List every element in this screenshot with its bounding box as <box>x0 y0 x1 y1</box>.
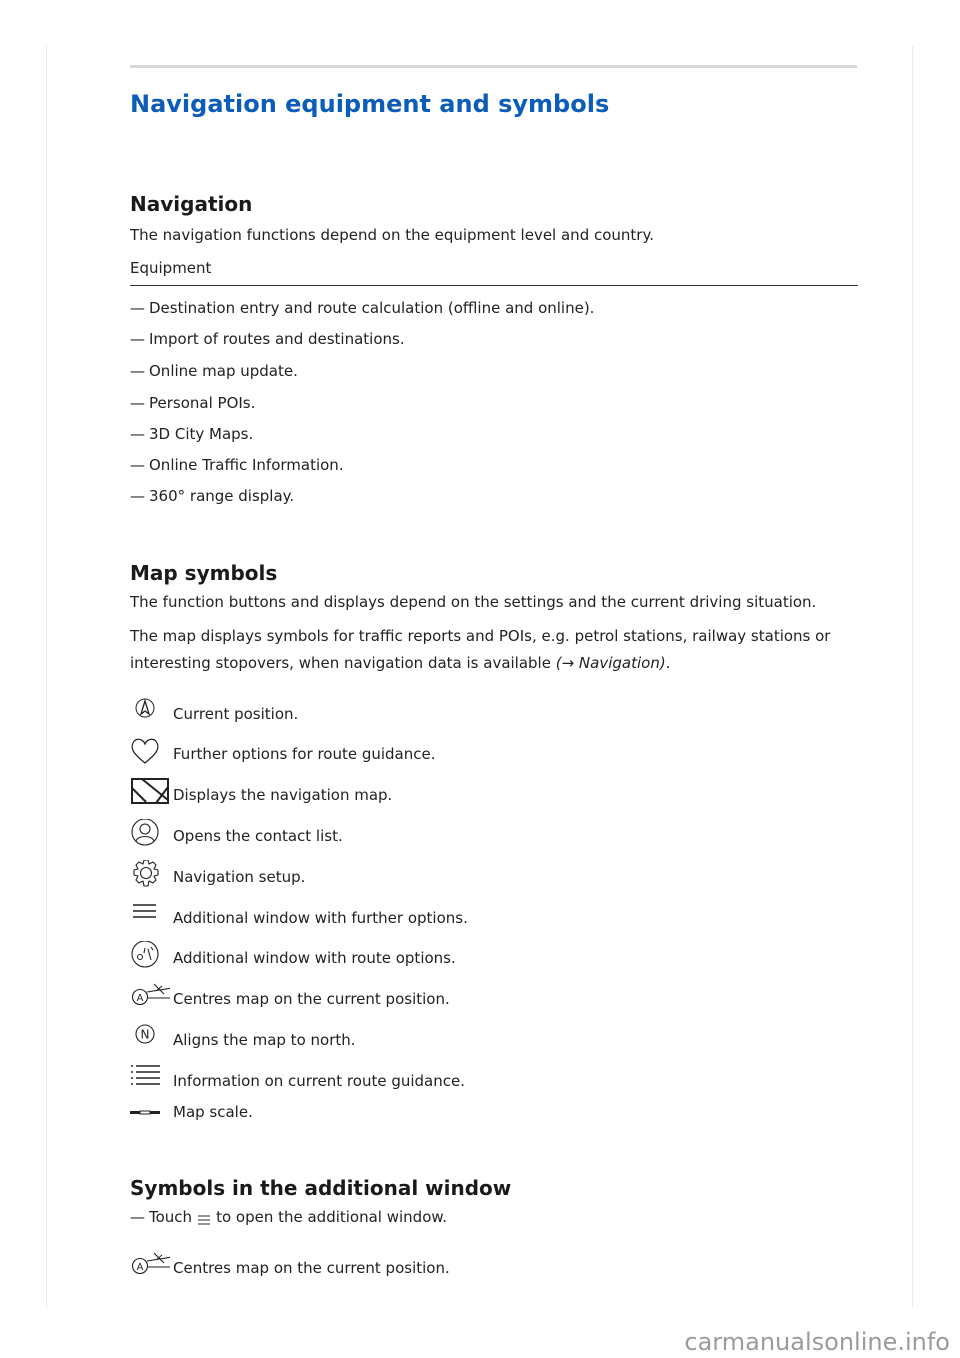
equipment-item: — Personal POIs. <box>130 394 256 412</box>
symbol-row <box>130 901 858 937</box>
equipment-item: — Online Traffic Information. <box>130 456 344 474</box>
symbol-text: Centres map on the current position. <box>173 1259 450 1277</box>
symbol-row <box>130 982 858 1018</box>
symbol-row <box>130 737 858 773</box>
equipment-label: Equipment <box>130 259 212 277</box>
equipment-item: — Online map update. <box>130 362 298 380</box>
left-margin-line <box>46 46 47 1308</box>
svg-text:N: N <box>140 1027 150 1042</box>
watermark: carmanualsonline.info <box>684 1328 950 1356</box>
map-symbols-para2-line1: The map displays symbols for traffic reports and POIs, e.g. petrol stations, railway stations or <box>130 627 831 645</box>
heart-icon <box>130 737 170 773</box>
navigation-intro: The navigation functions depend on the equipment level and country. <box>130 226 654 244</box>
center-map-icon <box>130 1251 170 1287</box>
map-icon <box>130 778 170 814</box>
symbol-row <box>130 1023 858 1059</box>
equipment-item: — 3D City Maps. <box>130 425 254 443</box>
route-options-icon <box>130 941 170 977</box>
symbol-text: Map scale. <box>173 1103 253 1121</box>
symbol-text: Information on current route guidance. <box>173 1072 465 1090</box>
svg-text:A: A <box>136 993 144 1004</box>
symbol-row <box>130 819 858 855</box>
current-position-icon <box>130 697 170 733</box>
contact-icon <box>130 819 170 855</box>
page-title: Navigation equipment and symbols <box>130 90 610 118</box>
symbol-row <box>130 1251 858 1287</box>
scale-icon <box>130 1095 170 1131</box>
equipment-item: — 360° range display. <box>130 487 295 505</box>
symbol-text: Navigation setup. <box>173 868 306 886</box>
symbol-text: Opens the contact list. <box>173 827 343 845</box>
symbol-row <box>130 778 858 814</box>
symbol-row <box>130 941 858 977</box>
symbol-row <box>130 1095 858 1131</box>
touch-instruction: — Touch to open the additional window. <box>130 1208 448 1226</box>
symbol-text: Current position. <box>173 705 299 723</box>
navigation-heading: Navigation <box>130 192 253 216</box>
symbol-text: Additional window with route options. <box>173 949 456 967</box>
navigation-cross-reference[interactable]: (→ Navigation) <box>555 654 666 672</box>
symbol-row <box>130 860 858 896</box>
symbol-text: Displays the navigation map. <box>173 786 393 804</box>
symbol-text: Centres map on the current position. <box>173 990 450 1008</box>
equipment-rule <box>130 285 858 286</box>
top-rule <box>130 65 857 68</box>
symbol-text: Aligns the map to north. <box>173 1031 356 1049</box>
right-margin-line <box>912 46 913 1308</box>
symbol-row <box>130 697 858 733</box>
svg-text:A: A <box>136 1262 144 1273</box>
north-icon <box>130 1023 170 1059</box>
map-symbols-para2-line2: interesting stopovers, when navigation data is available (→ Navigation). <box>130 654 671 672</box>
equipment-item: — Import of routes and destinations. <box>130 330 405 348</box>
center-map-icon <box>130 982 170 1018</box>
additional-window-heading: Symbols in the additional window <box>130 1176 512 1200</box>
map-symbols-para1: The function buttons and displays depend on the settings and the current driving situation. <box>130 593 817 611</box>
gear-icon <box>130 860 170 896</box>
map-symbols-heading: Map symbols <box>130 561 278 585</box>
menu-icon <box>196 1212 212 1224</box>
equipment-item: — Destination entry and route calculation (offline and online). <box>130 299 595 317</box>
menu-icon <box>130 901 170 937</box>
symbol-text: Further options for route guidance. <box>173 745 436 763</box>
symbol-text: Additional window with further options. <box>173 909 468 927</box>
